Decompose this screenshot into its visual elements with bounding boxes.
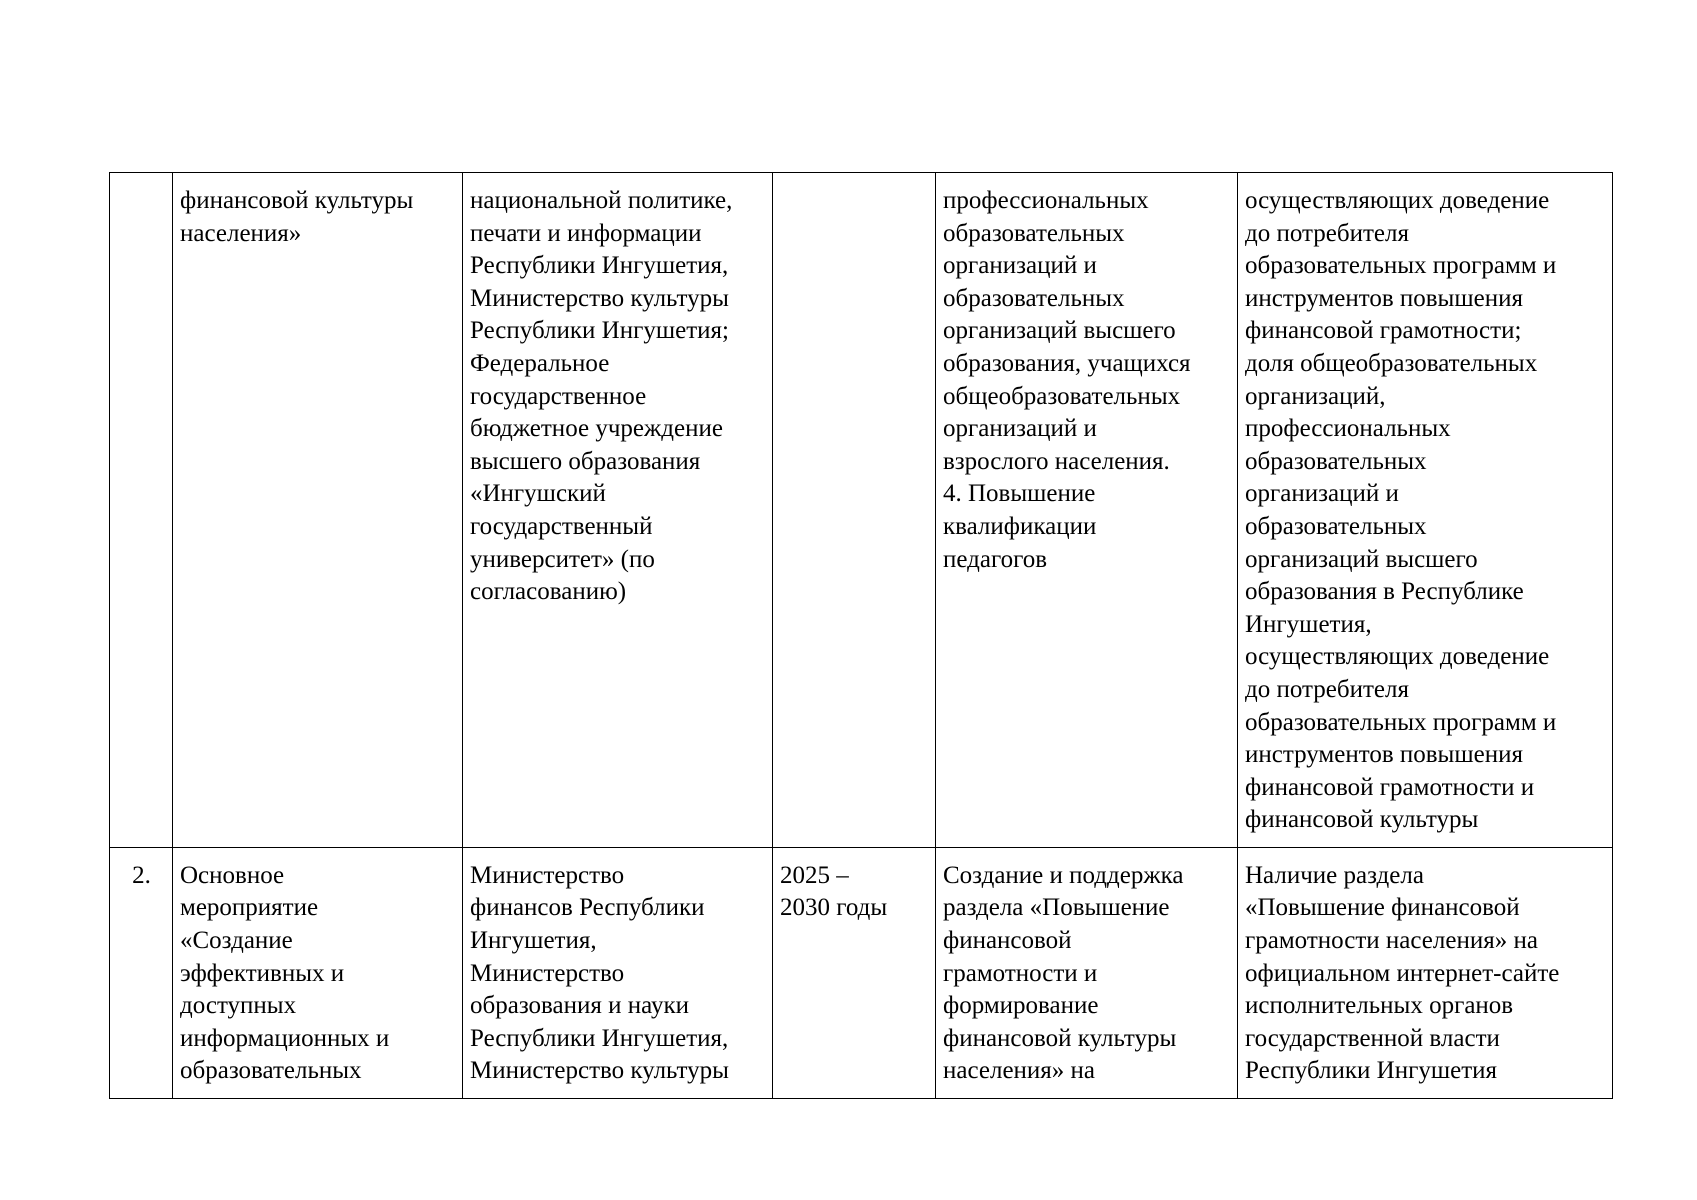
- result-cell: профессиональных образовательных организаций и образовательных организаций высшего образования, учащихся общеобразовательных организаций и взрослого населения. 4. Повышение квалификации педагогов: [936, 173, 1238, 848]
- indicator-cell: Наличие раздела «Повышение финансовой грамотности населения» на официальном интернет-сайте исполнительных органов государственной власти Республики Ингушетия: [1238, 847, 1613, 1098]
- executors-cell: национальной политике, печати и информации Республики Ингушетия, Министерство культуры Республики Ингушетия; Федеральное государственное бюджетное учреждение высшего образования «Ингушский государственный университет» (по согласованию): [463, 173, 773, 848]
- event-cell: финансовой культуры населения»: [173, 173, 463, 848]
- executors-cell: Министерство финансов Республики Ингушетия, Министерство образования и науки Республики Ингушетия, Министерство культуры: [463, 847, 773, 1098]
- event-cell: Основное мероприятие «Создание эффективных и доступных информационных и образовательных: [173, 847, 463, 1098]
- period-cell: [773, 173, 936, 848]
- row-number-cell: 2.: [110, 847, 173, 1098]
- table-row: [110, 847, 1613, 1098]
- program-activities-table: [109, 172, 1613, 1099]
- result-cell: Создание и поддержка раздела «Повышение финансовой грамотности и формирование финансовой культуры населения» на: [936, 847, 1238, 1098]
- indicator-cell: осуществляющих доведение до потребителя образовательных программ и инструментов повышения финансовой грамотности; доля общеобразовательных организаций, профессиональных образовательных организаций и образовательных организаций высшего образования в Республике Ингушетия, осуществляющих доведение до потребителя образовательных программ и инструментов повышения финансовой грамотности и финансовой культуры: [1238, 173, 1613, 848]
- period-cell: 2025 – 2030 годы: [773, 847, 936, 1098]
- table-row: [110, 173, 1613, 848]
- row-number-cell: [110, 173, 173, 848]
